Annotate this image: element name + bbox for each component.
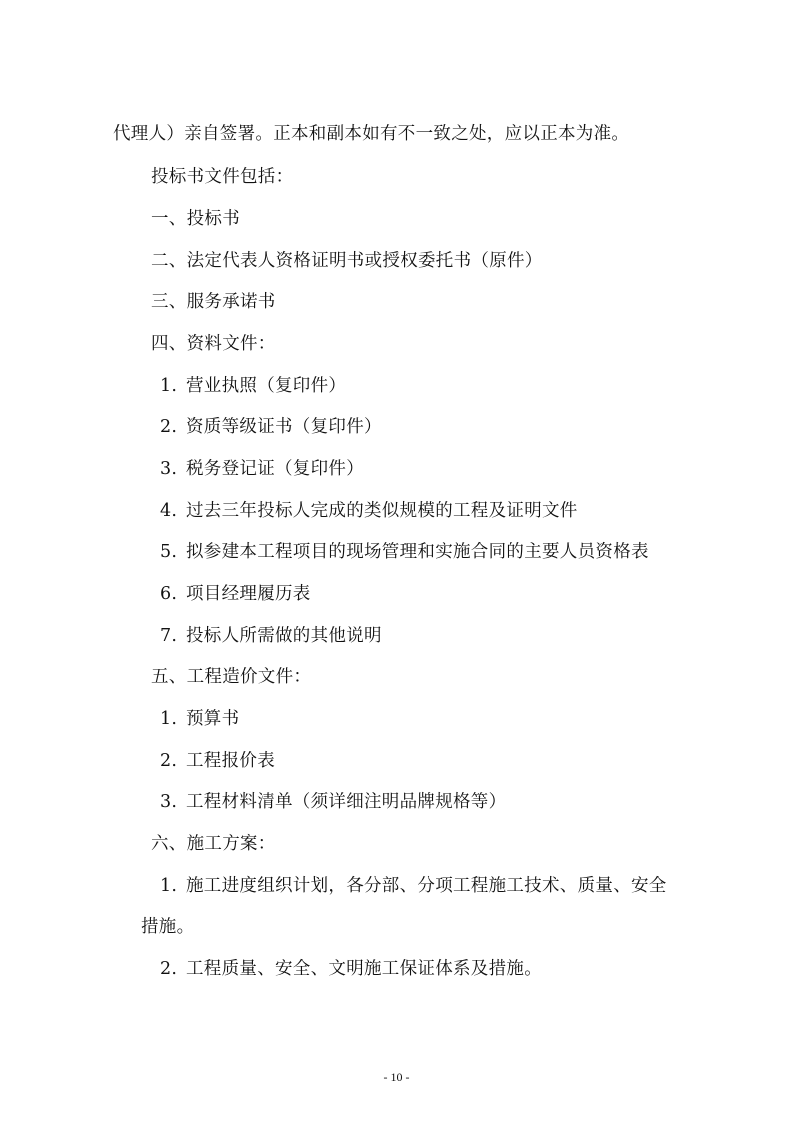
list-item: 2. 工程报价表 [160, 751, 275, 771]
list-item: 5. 拟参建本工程项目的现场管理和实施合同的主要人员资格表 [160, 542, 649, 562]
page-number: - 10 - [383, 1070, 410, 1084]
section-3: 三、服务承诺书 [151, 292, 276, 312]
bid-docs-intro: 投标书文件包括： [151, 167, 294, 187]
section-5: 五、工程造价文件： [151, 667, 312, 687]
section-6: 六、施工方案： [151, 834, 276, 854]
list-item: 6. 项目经理履历表 [160, 584, 311, 604]
list-item: 2. 资质等级证书（复印件） [160, 417, 382, 437]
list-item: 3. 工程材料清单（须详细注明品牌规格等） [160, 792, 507, 812]
list-item: 1. 预算书 [160, 709, 240, 729]
list-item: 4. 过去三年投标人完成的类似规模的工程及证明文件 [160, 501, 578, 521]
list-item: 2. 工程质量、安全、文明施工保证体系及措施。 [160, 959, 542, 979]
section-2: 二、法定代表人资格证明书或授权委托书（原件） [151, 251, 543, 271]
list-item: 1. 营业执照（复印件） [160, 376, 347, 396]
paragraph-continuation: 代理人）亲自签署。正本和副本如有不一致之处，应以正本为准。 [113, 124, 630, 144]
section-4: 四、资料文件： [151, 334, 276, 354]
section-1: 一、投标书 [151, 209, 240, 229]
list-item: 7. 投标人所需做的其他说明 [160, 626, 382, 646]
list-item: 1. 施工进度组织计划，各分部、分项工程施工技术、质量、安全 [160, 876, 667, 896]
list-item: 3. 税务登记证（复印件） [160, 459, 364, 479]
list-item-continuation: 措施。 [141, 917, 195, 937]
